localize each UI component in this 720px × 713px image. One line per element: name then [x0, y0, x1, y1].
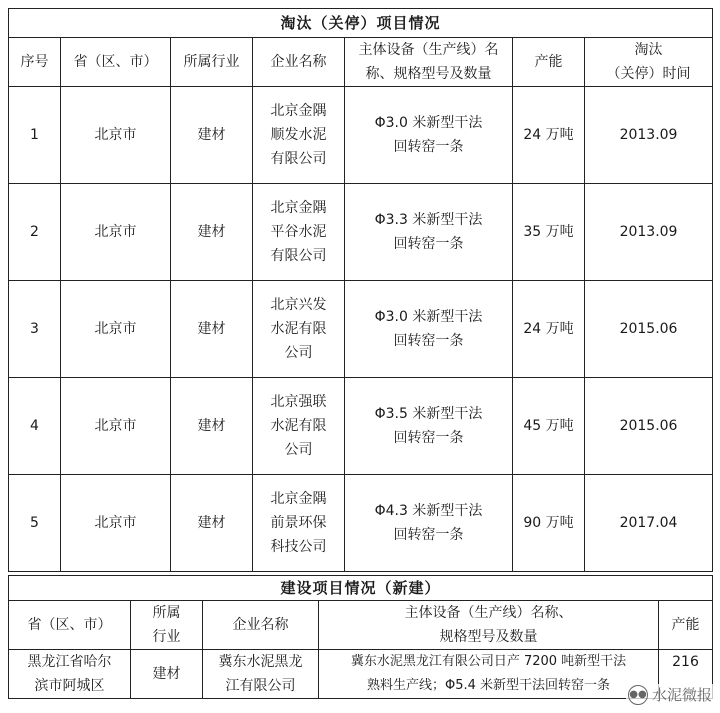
- header-province: 省（区、市）: [61, 38, 171, 87]
- cell-capacity: 35 万吨: [513, 184, 585, 281]
- cell-time: 2013.09: [585, 87, 713, 184]
- header-province: 省（区、市）: [9, 601, 131, 650]
- header-company: 企业名称: [203, 601, 319, 650]
- cell-company: 北京金隅 平谷水泥 有限公司: [253, 184, 345, 281]
- cell-time: 2015.06: [585, 281, 713, 378]
- cell-province: 北京市: [61, 184, 171, 281]
- new-construction-table: [8, 575, 713, 699]
- watermark-text: 水泥微报: [651, 686, 712, 704]
- cell-company: 冀东水泥黑龙 江有限公司: [203, 650, 319, 699]
- cell-company: 北京金隅 前景环保 科技公司: [253, 475, 345, 572]
- header-time: 淘汰 （关停）时间: [585, 38, 713, 87]
- cell-capacity: 24 万吨: [513, 87, 585, 184]
- cell-no: 5: [9, 475, 61, 572]
- cell-company: 北京强联 水泥有限 公司: [253, 378, 345, 475]
- table-title: 淘汰（关停）项目情况: [9, 9, 713, 38]
- header-no: 序号: [9, 38, 61, 87]
- cell-industry: 建材: [171, 87, 253, 184]
- cell-equipment: Φ4.3 米新型干法 回转窑一条: [345, 475, 513, 572]
- cell-province: 北京市: [61, 475, 171, 572]
- cell-no: 3: [9, 281, 61, 378]
- table-row: [9, 184, 713, 281]
- header-industry: 所属 行业: [131, 601, 203, 650]
- cell-company: 北京兴发 水泥有限 公司: [253, 281, 345, 378]
- table-header-row: [9, 38, 713, 87]
- cell-capacity: 90 万吨: [513, 475, 585, 572]
- cell-industry: 建材: [131, 650, 203, 699]
- table-header-row: [9, 601, 713, 650]
- cell-industry: 建材: [171, 184, 253, 281]
- cell-equipment: Φ3.0 米新型干法 回转窑一条: [345, 87, 513, 184]
- cell-time: 2013.09: [585, 184, 713, 281]
- header-equipment: 主体设备（生产线）名 称、规格型号及数量: [345, 38, 513, 87]
- cell-time: 2015.06: [585, 378, 713, 475]
- cell-capacity: 24 万吨: [513, 281, 585, 378]
- cell-no: 1: [9, 87, 61, 184]
- eliminated-projects-table: [8, 8, 713, 572]
- table-row: [9, 475, 713, 572]
- cell-no: 2: [9, 184, 61, 281]
- cell-capacity: 45 万吨: [513, 378, 585, 475]
- cell-province: 北京市: [61, 281, 171, 378]
- table-row: [9, 87, 713, 184]
- table-row: [9, 650, 713, 699]
- wechat-logo-icon: ●●: [628, 685, 648, 705]
- watermark: [626, 684, 714, 705]
- cell-industry: 建材: [171, 281, 253, 378]
- cell-equipment: Φ3.0 米新型干法 回转窑一条: [345, 281, 513, 378]
- table-row: [9, 378, 713, 475]
- cell-industry: 建材: [171, 475, 253, 572]
- cell-province: 黑龙江省哈尔 滨市阿城区: [9, 650, 131, 699]
- header-capacity: 产能: [513, 38, 585, 87]
- cell-equipment: Φ3.3 米新型干法 回转窑一条: [345, 184, 513, 281]
- table-title: 建设项目情况（新建）: [9, 576, 713, 601]
- header-company: 企业名称: [253, 38, 345, 87]
- cell-industry: 建材: [171, 378, 253, 475]
- table-row: [9, 281, 713, 378]
- cell-company: 北京金隅 顺发水泥 有限公司: [253, 87, 345, 184]
- cell-time: 2017.04: [585, 475, 713, 572]
- cell-equipment: 冀东水泥黑龙江有限公司日产 7200 吨新型干法 熟料生产线；Φ5.4 米新型干法回转窑一条: [319, 650, 659, 699]
- cell-province: 北京市: [61, 378, 171, 475]
- header-industry: 所属行业: [171, 38, 253, 87]
- cell-equipment: Φ3.5 米新型干法 回转窑一条: [345, 378, 513, 475]
- header-equipment: 主体设备（生产线）名称、 规格型号及数量: [319, 601, 659, 650]
- header-capacity: 产能: [659, 601, 713, 650]
- cell-province: 北京市: [61, 87, 171, 184]
- cell-capacity: 216: [659, 650, 713, 699]
- cell-no: 4: [9, 378, 61, 475]
